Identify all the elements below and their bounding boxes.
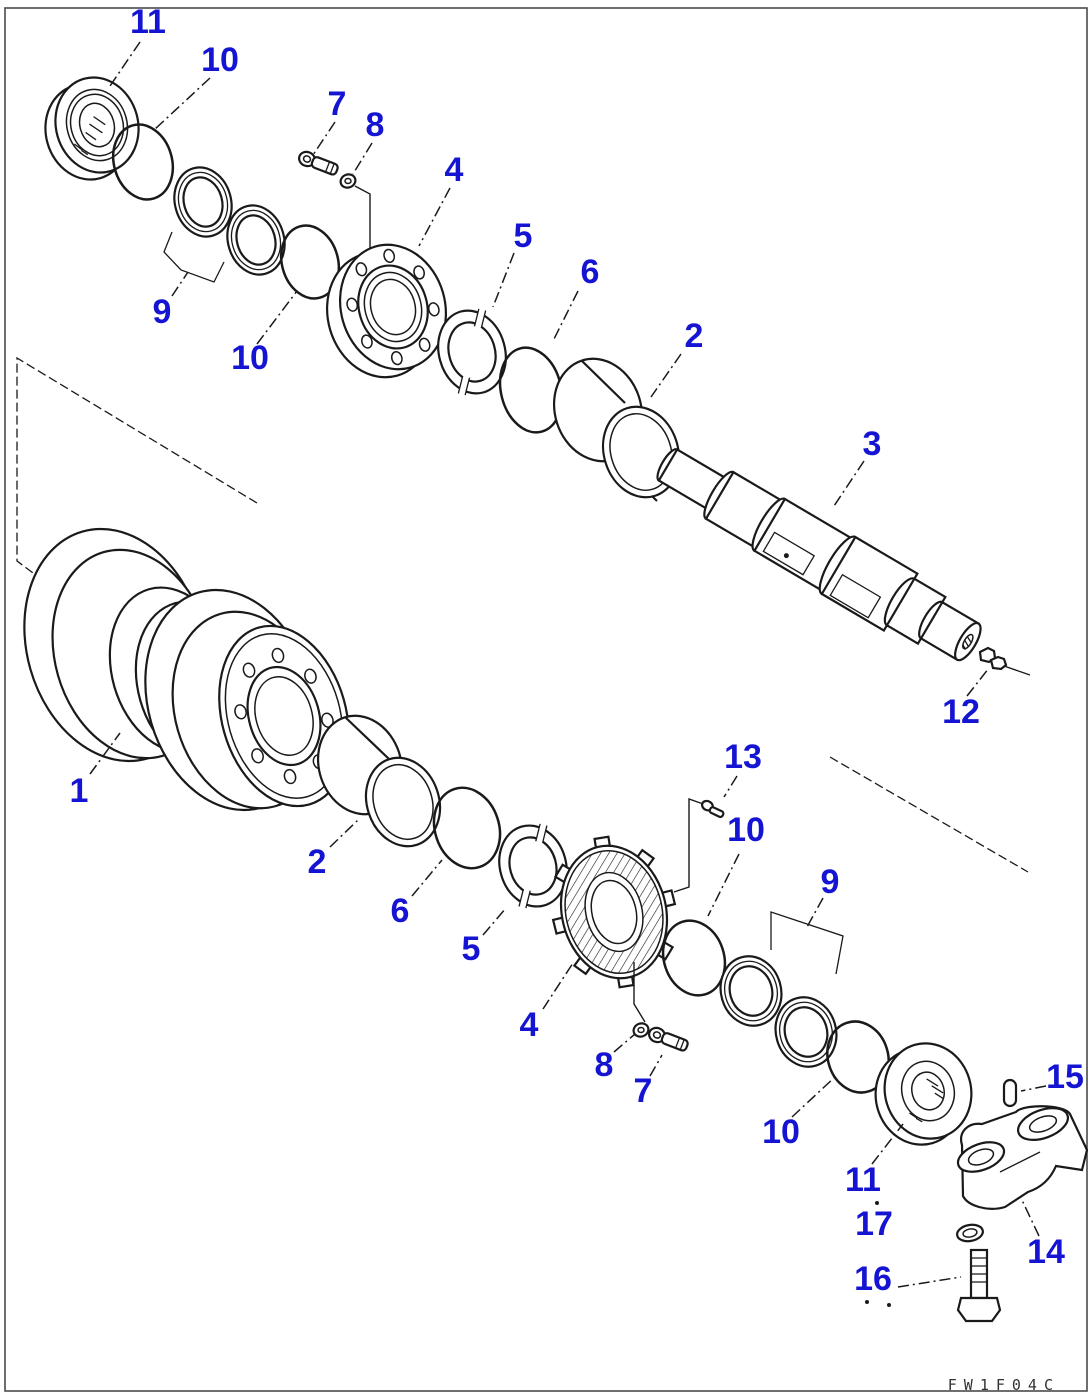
callout-7: 7 xyxy=(327,85,347,123)
callout-2: 2 xyxy=(307,843,327,881)
callout-6: 6 xyxy=(580,253,600,291)
callout-10: 10 xyxy=(727,811,765,849)
part-track-roller xyxy=(0,507,369,830)
part-seal-assembly-bottom xyxy=(713,912,845,1074)
callout-10: 10 xyxy=(231,339,269,377)
leader-line-10 xyxy=(154,78,210,130)
leader-line-2 xyxy=(330,820,358,847)
leader-line-15 xyxy=(1021,1086,1046,1091)
callout-6: 6 xyxy=(390,892,410,930)
leader-line-5 xyxy=(493,253,514,307)
callout-5: 5 xyxy=(513,217,533,255)
leader-line-10 xyxy=(257,291,297,344)
part-seal-assembly-top xyxy=(164,161,293,282)
leader-line-8 xyxy=(614,1034,635,1052)
callout-11: 11 xyxy=(130,3,166,41)
leader-line-4 xyxy=(543,963,573,1009)
leader-line-11 xyxy=(872,1124,903,1164)
part-bolt-top xyxy=(297,150,339,177)
part-flange-top xyxy=(313,232,461,390)
callout-7: 7 xyxy=(633,1072,653,1110)
leader-line-10 xyxy=(792,1076,836,1117)
callout-2: 2 xyxy=(684,317,704,355)
leader-line-9 xyxy=(807,898,823,927)
leader-line-2 xyxy=(651,354,681,397)
break-line-lower xyxy=(830,757,1028,872)
leader-line-3 xyxy=(834,461,864,506)
callout-17: 17 xyxy=(855,1205,893,1243)
part-washer-17 xyxy=(956,1223,984,1243)
leader-line-9 xyxy=(172,272,188,296)
drawing-code: FW1F04C xyxy=(947,1376,1060,1394)
callout-9: 9 xyxy=(820,863,840,901)
part-bracket-14 xyxy=(954,1102,1087,1209)
callout-10: 10 xyxy=(201,41,239,79)
part-bolt-bottom xyxy=(647,1026,689,1053)
callout-12: 12 xyxy=(942,693,980,731)
callout-14: 14 xyxy=(1027,1233,1065,1271)
leader-line-6 xyxy=(412,860,442,896)
leader-line-10 xyxy=(708,854,739,916)
part-pin-top xyxy=(339,172,370,248)
leader-line-6 xyxy=(554,291,578,339)
leader-line-4 xyxy=(419,188,450,246)
callout-13: 13 xyxy=(724,738,762,776)
callout-16: 16 xyxy=(854,1260,892,1298)
leader-line-11 xyxy=(110,42,140,86)
part-pin-15 xyxy=(1004,1080,1016,1106)
part-pin-13 xyxy=(674,799,726,892)
callout-1: 1 xyxy=(69,772,89,810)
part-shaft xyxy=(646,434,991,675)
callout-4: 4 xyxy=(444,151,464,189)
part-bolt-16 xyxy=(958,1250,1000,1321)
callout-10: 10 xyxy=(762,1113,800,1151)
leader-line-13 xyxy=(724,776,737,797)
callout-8: 8 xyxy=(365,106,385,144)
leader-line-5 xyxy=(483,908,506,935)
leader-line-7 xyxy=(313,122,335,155)
callout-9: 9 xyxy=(152,293,172,331)
callout-11: 11 xyxy=(845,1161,881,1199)
callout-3: 3 xyxy=(862,425,882,463)
callout-15: 15 xyxy=(1046,1058,1084,1096)
leader-line-16 xyxy=(898,1277,961,1287)
leader-line-14 xyxy=(1021,1198,1039,1236)
part-bearing-top xyxy=(34,68,149,190)
leader-line-8 xyxy=(353,143,372,174)
leader-line-12 xyxy=(967,668,989,696)
callout-4: 4 xyxy=(519,1006,539,1044)
callout-5: 5 xyxy=(461,930,481,968)
callout-8: 8 xyxy=(594,1046,614,1084)
part-plug-12 xyxy=(980,648,1030,675)
